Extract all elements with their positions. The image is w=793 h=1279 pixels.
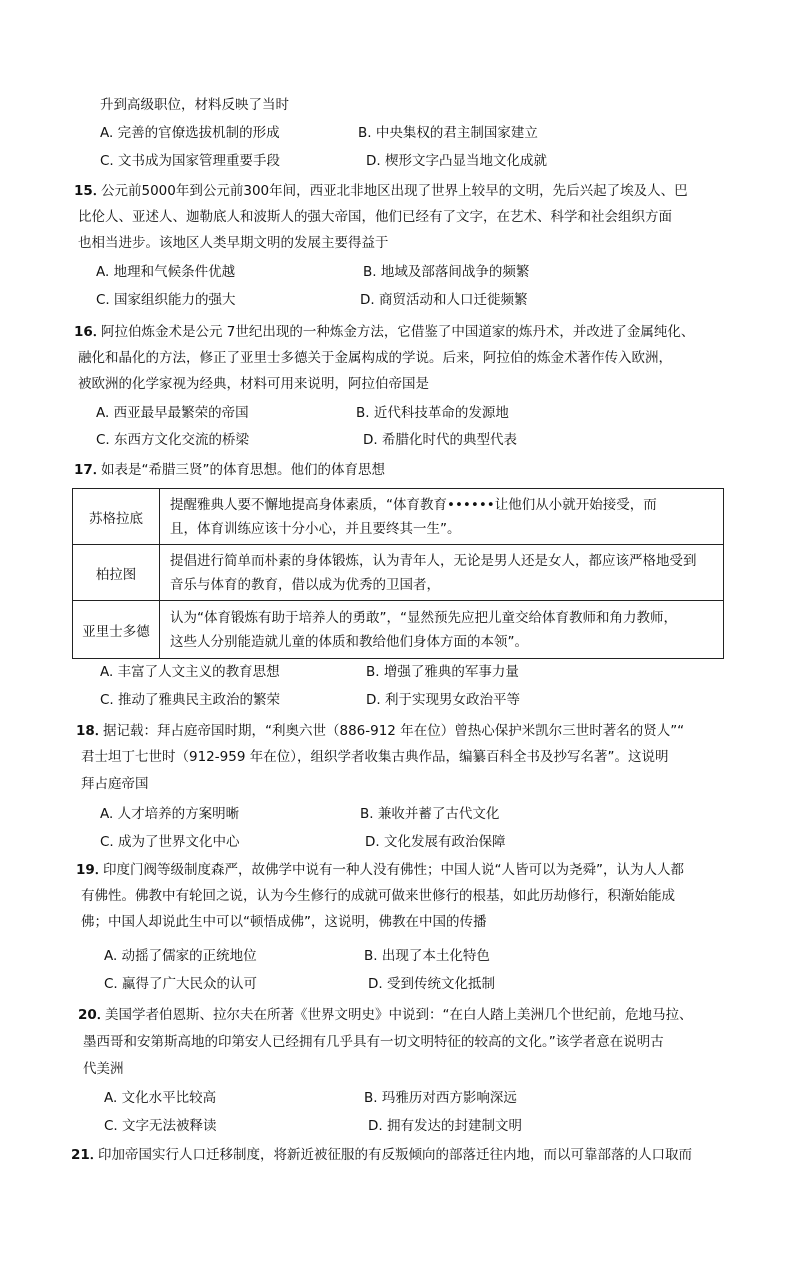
q17-option-d[interactable]: D. 利于实现男女政治平等 — [366, 692, 520, 708]
q20-option-c[interactable]: C. 文字无法被释读 — [104, 1118, 217, 1134]
q20-option-d[interactable]: D. 拥有发达的封建制文明 — [368, 1118, 522, 1134]
q20-stem-line-2: 墨西哥和安第斯高地的印第安人已经拥有几乎具有一切文明特征的较高的文化。”该学者意在说明古 — [83, 1034, 664, 1050]
q20-option-a[interactable]: A. 文化水平比较高 — [104, 1090, 217, 1106]
q20-number: 20． — [78, 1007, 111, 1023]
q15-option-c[interactable]: C. 国家组织能力的强大 — [96, 292, 236, 308]
q15-option-d[interactable]: D. 商贸活动和人口迁徙频繁 — [360, 292, 528, 308]
table-row — [73, 545, 724, 601]
q17-option-a[interactable]: A. 丰富了人文主义的教育思想 — [100, 664, 280, 680]
q18-number: 18． — [76, 723, 109, 739]
table-cell-desc — [160, 489, 724, 545]
table-cell-line: 认为“体育锻炼有助于培养人的勇敢”，“显然预先应把儿童交给体育教师和角力教师， — [170, 609, 677, 626]
table-cell-line: 提倡进行简单而朴素的身体锻炼，认为青年人，无论是男人还是女人，都应该严格地受到 — [170, 552, 697, 569]
q16-stem-line-3: 被欧洲的化学家视为经典，材料可用来说明，阿拉伯帝国是 — [78, 376, 429, 392]
q19-stem-line-1: 印度门阀等级制度森严，故佛学中说有一种人没有佛性；中国人说“人皆可以为尧舜”，认为人人都 — [103, 862, 684, 878]
q15-number: 15． — [74, 183, 107, 199]
q17-number: 17． — [74, 462, 107, 478]
table-cell-name: 柏拉图 — [73, 545, 160, 601]
q20-stem-line-1: 美国学者伯恩斯、拉尔夫在所著《世界文明史》中说到：“在白人踏上美洲几个世纪前，危地马拉、 — [105, 1007, 693, 1023]
table-cell-line: 这些人分别能造就儿童的体质和教给他们身体方面的本领”。 — [170, 633, 528, 650]
q18-stem-line-1: 据记载：拜占庭帝国时期，“利奥六世（886-912 年在位）曾热心保护米凯尔三世时著名的贤人”“ — [103, 723, 685, 739]
q16-option-d[interactable]: D. 希腊化时代的典型代表 — [363, 432, 517, 448]
q17-option-b[interactable]: B. 增强了雅典的军事力量 — [366, 664, 519, 680]
q16-option-a[interactable]: A. 西亚最早最繁荣的帝国 — [96, 405, 249, 421]
q16-stem-line-1: 阿拉伯炼金术是公元 7世纪出现的一种炼金方法，它借鉴了中国道家的炼丹术，并改进了金属纯化、 — [101, 324, 695, 340]
q19-option-c[interactable]: C. 赢得了广大民众的认可 — [104, 976, 258, 992]
q18-option-c[interactable]: C. 成为了世界文化中心 — [100, 834, 240, 850]
table-row — [73, 489, 724, 545]
q19-option-d[interactable]: D. 受到传统文化抵制 — [368, 976, 495, 992]
q20-option-b[interactable]: B. 玛雅历对西方影响深远 — [364, 1090, 517, 1106]
q14-option-b[interactable]: B. 中央集权的君主制国家建立 — [358, 125, 538, 141]
q19-option-a[interactable]: A. 动摇了儒家的正统地位 — [104, 948, 257, 964]
q14-option-d[interactable]: D. 楔形文字凸显当地文化成就 — [366, 153, 547, 169]
q15-option-a[interactable]: A. 地理和气候条件优越 — [96, 264, 236, 280]
q16-option-c[interactable]: C. 东西方文化交流的桥梁 — [96, 432, 250, 448]
table-cell-line: 音乐与体育的教育，借以成为优秀的卫国者， — [170, 576, 440, 593]
q21-stem-line-1: 印加帝国实行人口迁移制度，将新近被征服的有反叛倾向的部落迁往内地，而以可靠部落的人口取而 — [98, 1147, 692, 1163]
q17-stem: 如表是“希腊三贤”的体育思想。他们的体育思想 — [101, 462, 385, 478]
q15-stem-line-3: 也相当进步。该地区人类早期文明的发展主要得益于 — [78, 235, 389, 251]
q19-stem-line-3: 佛；中国人却说此生中可以“顿悟成佛”，这说明，佛教在中国的传播 — [81, 914, 487, 930]
q16-option-b[interactable]: B. 近代科技革命的发源地 — [356, 405, 509, 421]
table-cell-line: 且，体育训练应该十分小心，并且要终其一生”。 — [170, 520, 461, 537]
q17-option-c[interactable]: C. 推动了雅典民主政治的繁荣 — [100, 692, 281, 708]
q15-stem-line-2: 比伦人、亚述人、迦勒底人和波斯人的强大帝国，他们已经有了文字，在艺术、科学和社会组织方面 — [78, 209, 672, 225]
q15-stem-line-1: 公元前5000年到公元前300年间，西亚北非地区出现了世界上较早的文明，先后兴起了埃及人、巴 — [101, 183, 688, 199]
q16-stem-line-2: 融化和晶化的方法，修正了亚里士多德关于金属构成的学说。后来，阿拉伯的炼金术著作传入欧洲， — [78, 350, 672, 366]
q19-number: 19． — [76, 862, 109, 878]
table-cell-line: 提醒雅典人要不懈地提高身体素质，“体育教育••••••让他们从小就开始接受，而 — [170, 496, 657, 513]
q16-number: 16． — [74, 324, 107, 340]
q15-option-b[interactable]: B. 地域及部落间战争的频繁 — [363, 264, 530, 280]
q18-stem-line-3: 拜占庭帝国 — [81, 776, 149, 792]
q14-option-c[interactable]: C. 文书成为国家管理重要手段 — [100, 153, 281, 169]
q18-stem-line-2: 君士坦丁七世时（912-959 年在位），组织学者收集古典作品，编纂百科全书及抄写名著”。这说明 — [81, 749, 669, 765]
table-cell-name: 苏格拉底 — [73, 489, 160, 545]
table-cell-name: 亚里士多德 — [73, 601, 160, 659]
q18-option-b[interactable]: B. 兼收并蓄了古代文化 — [360, 806, 500, 822]
table-cell-desc — [160, 545, 724, 601]
q17-table — [72, 488, 724, 659]
q18-option-d[interactable]: D. 文化发展有政治保障 — [365, 834, 506, 850]
q21-number: 21． — [71, 1147, 104, 1163]
q19-option-b[interactable]: B. 出现了本土化特色 — [364, 948, 490, 964]
table-cell-desc — [160, 601, 724, 659]
q19-stem-line-2: 有佛性。佛教中有轮回之说，认为今生修行的成就可做来世修行的根基，如此历劫修行，积渐始能成 — [81, 888, 675, 904]
q18-option-a[interactable]: A. 人才培养的方案明晰 — [100, 806, 240, 822]
q14-option-a[interactable]: A. 完善的官僚选拔机制的形成 — [100, 125, 280, 141]
q14-stem-cont: 升到高级职位，材料反映了当时 — [100, 97, 289, 113]
table-row — [73, 601, 724, 659]
q20-stem-line-3: 代美洲 — [83, 1061, 124, 1077]
